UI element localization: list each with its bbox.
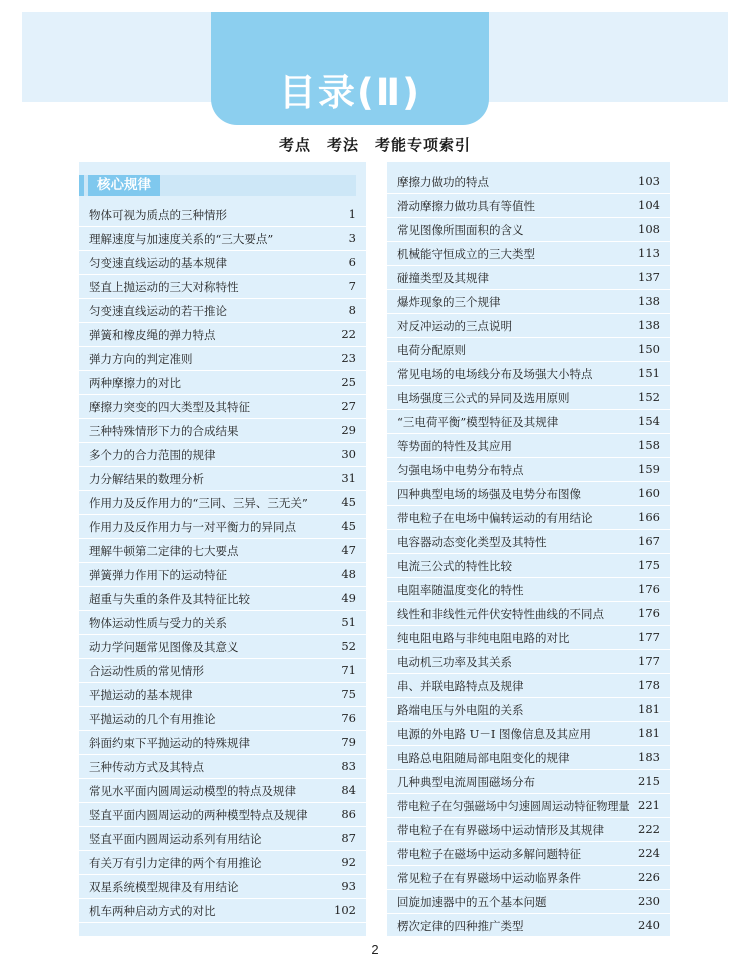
entry-page-number: 6 <box>348 255 356 269</box>
entry-title: 串、并联电路特点及规律 <box>397 679 524 693</box>
entry-title: 带电粒子在电场中偏转运动的有用结论 <box>397 511 593 525</box>
index-entry[interactable] <box>79 827 366 851</box>
entry-page-number: 150 <box>638 342 660 356</box>
index-entry[interactable] <box>79 779 366 803</box>
index-entry[interactable] <box>387 362 670 386</box>
entry-title: 竖直平面内圆周运动的两种模型特点及规律 <box>89 808 308 822</box>
entry-page-number: 226 <box>638 870 660 884</box>
entry-title: 竖直上抛运动的三大对称特性 <box>89 280 239 294</box>
entry-page-number: 178 <box>638 678 660 692</box>
index-entry[interactable] <box>79 251 366 275</box>
entry-title: 滑动摩擦力做功具有等值性 <box>397 199 535 213</box>
entry-title: 弹力方向的判定准则 <box>89 352 193 366</box>
right-entry-list <box>387 170 670 938</box>
entry-title: 斜面约束下平抛运动的特殊规律 <box>89 736 250 750</box>
entry-title: 竖直平面内圆周运动系列有用结论 <box>89 832 262 846</box>
index-entry[interactable] <box>387 626 670 650</box>
entry-title: 理解速度与加速度关系的“三大要点” <box>89 232 274 246</box>
entry-title: 纯电阻电路与非纯电阻电路的对比 <box>397 631 570 645</box>
entry-title: 平抛运动的几个有用推论 <box>89 712 216 726</box>
index-entry[interactable] <box>387 794 670 818</box>
entry-title: 几种典型电流周围磁场分布 <box>397 775 535 789</box>
row-divider <box>387 937 670 938</box>
index-entry[interactable] <box>387 458 670 482</box>
entry-page-number: 83 <box>341 759 356 773</box>
section-header <box>79 175 356 196</box>
index-entry[interactable] <box>79 395 366 419</box>
entry-page-number: 71 <box>341 663 356 677</box>
index-entry[interactable] <box>79 635 366 659</box>
entry-page-number: 181 <box>638 726 660 740</box>
index-entry[interactable] <box>387 650 670 674</box>
index-entry[interactable] <box>387 266 670 290</box>
entry-page-number: 86 <box>341 807 356 821</box>
entry-page-number: 23 <box>341 351 356 365</box>
entry-page-number: 27 <box>341 399 356 413</box>
entry-page-number: 224 <box>638 846 660 860</box>
page-title: 目录(Ⅱ) <box>278 71 422 114</box>
entry-page-number: 138 <box>638 318 660 332</box>
entry-title: 弹簧和橡皮绳的弹力特点 <box>89 328 216 342</box>
entry-title: 力分解结果的数理分析 <box>89 472 204 486</box>
entry-title: 双星系统模型规律及有用结论 <box>89 880 239 894</box>
entry-page-number: 222 <box>638 822 660 836</box>
entry-title: 两种摩擦力的对比 <box>89 376 181 390</box>
entry-page-number: 104 <box>638 198 660 212</box>
entry-page-number: 137 <box>638 270 660 284</box>
entry-page-number: 87 <box>341 831 356 845</box>
entry-title: 带电粒子在匀强磁场中匀速圆周运动特征物理量 <box>397 799 630 813</box>
entry-page-number: 51 <box>341 615 356 629</box>
index-entry[interactable] <box>79 203 366 227</box>
entry-title: 作用力及反作用力与一对平衡力的异同点 <box>89 520 296 534</box>
entry-title: 物体可视为质点的三种情形 <box>89 208 227 222</box>
section-label: 核心规律 <box>88 175 160 196</box>
entry-page-number: 230 <box>638 894 660 908</box>
index-entry[interactable] <box>387 578 670 602</box>
entry-page-number: 159 <box>638 462 660 476</box>
index-entry[interactable] <box>387 314 670 338</box>
index-entry[interactable] <box>387 890 670 914</box>
entry-title: 四种典型电场的场强及电势分布图像 <box>397 487 581 501</box>
entry-page-number: 181 <box>638 702 660 716</box>
index-entry[interactable] <box>387 698 670 722</box>
entry-title: 合运动性质的常见情形 <box>89 664 204 678</box>
index-entry[interactable] <box>387 842 670 866</box>
entry-title: 电流三公式的特性比较 <box>397 559 512 573</box>
entry-page-number: 151 <box>638 366 660 380</box>
index-entry[interactable] <box>79 467 366 491</box>
entry-title: 机车两种启动方式的对比 <box>89 904 216 918</box>
entry-title: 电容器动态变化类型及其特性 <box>397 535 547 549</box>
index-entry[interactable] <box>79 899 366 923</box>
index-entry[interactable] <box>387 482 670 506</box>
entry-page-number: 177 <box>638 654 660 668</box>
index-entry[interactable] <box>79 851 366 875</box>
index-entry[interactable] <box>79 563 366 587</box>
entry-title: 常见水平面内圆周运动模型的特点及规律 <box>89 784 296 798</box>
index-entry[interactable] <box>387 242 670 266</box>
entry-title: 碰撞类型及其规律 <box>397 271 489 285</box>
entry-title: 有关万有引力定律的两个有用推论 <box>89 856 262 870</box>
entry-page-number: 52 <box>341 639 356 653</box>
entry-page-number: 48 <box>341 567 356 581</box>
page-number: 2 <box>371 942 379 957</box>
index-entry[interactable] <box>387 530 670 554</box>
entry-title: 电场强度三公式的异同及选用原则 <box>397 391 570 405</box>
entry-page-number: 8 <box>348 303 356 317</box>
entry-page-number: 158 <box>638 438 660 452</box>
entry-page-number: 84 <box>341 783 356 797</box>
entry-title: 物体运动性质与受力的关系 <box>89 616 227 630</box>
entry-title: 楞次定律的四种推广类型 <box>397 919 524 933</box>
index-entry[interactable] <box>387 218 670 242</box>
entry-title: 动力学问题常见图像及其意义 <box>89 640 239 654</box>
index-entry[interactable] <box>79 875 366 899</box>
index-entry[interactable] <box>79 299 366 323</box>
page-subtitle: 考点 考法 考能专项索引 <box>278 136 471 154</box>
entry-page-number: 177 <box>638 630 660 644</box>
entry-title: 爆炸现象的三个规律 <box>397 295 501 309</box>
index-entry[interactable] <box>387 554 670 578</box>
entry-page-number: 30 <box>341 447 356 461</box>
index-entry[interactable] <box>79 755 366 779</box>
index-entry[interactable] <box>387 170 670 194</box>
entry-page-number: 31 <box>341 471 356 485</box>
index-entry[interactable] <box>387 914 670 938</box>
entry-page-number: 152 <box>638 390 660 404</box>
entry-page-number: 108 <box>638 222 660 236</box>
entry-title: 多个力的合力范围的规律 <box>89 448 216 462</box>
entry-page-number: 240 <box>638 918 660 932</box>
index-entry[interactable] <box>79 347 366 371</box>
entry-page-number: 175 <box>638 558 660 572</box>
entry-page-number: 25 <box>341 375 356 389</box>
entry-title: 三种特殊情形下力的合成结果 <box>89 424 239 438</box>
entry-title: 常见粒子在有界磁场中运动临界条件 <box>397 871 581 885</box>
entry-title: 回旋加速器中的五个基本问题 <box>397 895 547 909</box>
entry-page-number: 1 <box>348 207 356 221</box>
entry-title: “三电荷平衡”模型特征及其规律 <box>397 415 559 429</box>
index-entry[interactable] <box>79 323 366 347</box>
index-entry[interactable] <box>79 419 366 443</box>
index-entry[interactable] <box>79 683 366 707</box>
entry-title: 常见图像所围面积的含义 <box>397 223 524 237</box>
entry-title: 摩擦力突变的四大类型及其特征 <box>89 400 250 414</box>
entry-title: 匀强电场中电势分布特点 <box>397 463 524 477</box>
entry-title: 匀变速直线运动的基本规律 <box>89 256 227 270</box>
index-entry[interactable] <box>387 674 670 698</box>
entry-title: 超重与失重的条件及其特征比较 <box>89 592 250 606</box>
index-entry[interactable] <box>387 602 670 626</box>
index-entry[interactable] <box>79 491 366 515</box>
entry-title: 摩擦力做功的特点 <box>397 175 489 189</box>
entry-page-number: 102 <box>334 903 356 917</box>
index-entry[interactable] <box>387 770 670 794</box>
index-entry[interactable] <box>387 818 670 842</box>
index-entry[interactable] <box>387 386 670 410</box>
entry-page-number: 167 <box>638 534 660 548</box>
index-entry[interactable] <box>79 443 366 467</box>
index-entry[interactable] <box>387 746 670 770</box>
row-divider <box>79 922 366 923</box>
index-entry[interactable] <box>387 290 670 314</box>
index-entry[interactable] <box>79 227 366 251</box>
index-entry[interactable] <box>79 659 366 683</box>
entry-title: 带电粒子在有界磁场中运动情形及其规律 <box>397 823 604 837</box>
index-entry[interactable] <box>79 587 366 611</box>
entry-title: 等势面的特性及其应用 <box>397 439 512 453</box>
entry-page-number: 176 <box>638 606 660 620</box>
entry-page-number: 176 <box>638 582 660 596</box>
entry-page-number: 160 <box>638 486 660 500</box>
entry-page-number: 45 <box>341 519 356 533</box>
entry-page-number: 22 <box>341 327 356 341</box>
entry-page-number: 92 <box>341 855 356 869</box>
entry-title: 线性和非线性元件伏安特性曲线的不同点 <box>397 607 604 621</box>
entry-page-number: 29 <box>341 423 356 437</box>
index-entry[interactable] <box>387 410 670 434</box>
entry-title: 作用力及反作用力的“三同、三异、三无关” <box>89 496 308 510</box>
left-index-column <box>79 162 366 936</box>
entry-page-number: 93 <box>341 879 356 893</box>
index-entry[interactable] <box>79 731 366 755</box>
entry-title: 常见电场的电场线分布及场强大小特点 <box>397 367 593 381</box>
entry-page-number: 183 <box>638 750 660 764</box>
index-entry[interactable] <box>387 338 670 362</box>
entry-title: 平抛运动的基本规律 <box>89 688 193 702</box>
entry-page-number: 7 <box>348 279 356 293</box>
entry-title: 路端电压与外电阻的关系 <box>397 703 524 717</box>
right-index-column <box>387 162 670 936</box>
index-entry[interactable] <box>79 611 366 635</box>
entry-page-number: 113 <box>638 246 660 260</box>
entry-page-number: 76 <box>341 711 356 725</box>
index-entry[interactable] <box>79 275 366 299</box>
entry-page-number: 138 <box>638 294 660 308</box>
entry-title: 带电粒子在磁场中运动多解问题特征 <box>397 847 581 861</box>
index-entry[interactable] <box>387 506 670 530</box>
entry-page-number: 49 <box>341 591 356 605</box>
index-entry[interactable] <box>387 722 670 746</box>
entry-title: 电路总电阻随局部电阻变化的规律 <box>397 751 570 765</box>
entry-page-number: 45 <box>341 495 356 509</box>
entry-page-number: 75 <box>341 687 356 701</box>
entry-page-number: 79 <box>341 735 356 749</box>
entry-page-number: 166 <box>638 510 660 524</box>
entry-title: 电荷分配原则 <box>397 343 466 357</box>
entry-title: 弹簧弹力作用下的运动特征 <box>89 568 227 582</box>
left-entry-list <box>79 203 366 923</box>
index-entry[interactable] <box>79 515 366 539</box>
entry-title: 电动机三功率及其关系 <box>397 655 512 669</box>
entry-title: 机械能守恒成立的三大类型 <box>397 247 535 261</box>
index-entry[interactable] <box>387 194 670 218</box>
entry-page-number: 221 <box>638 798 660 812</box>
index-entry[interactable] <box>387 866 670 890</box>
entry-title: 对反冲运动的三点说明 <box>397 319 512 333</box>
index-entry[interactable] <box>79 371 366 395</box>
entry-page-number: 3 <box>348 231 356 245</box>
entry-title: 电阻率随温度变化的特性 <box>397 583 524 597</box>
entry-title: 理解牛顿第二定律的七大要点 <box>89 544 239 558</box>
index-entry[interactable] <box>79 707 366 731</box>
entry-title: 电源的外电路 U－I 图像信息及其应用 <box>397 727 592 741</box>
entry-title: 三种传动方式及其特点 <box>89 760 204 774</box>
entry-page-number: 215 <box>638 774 660 788</box>
entry-page-number: 47 <box>341 543 356 557</box>
entry-page-number: 154 <box>638 414 660 428</box>
index-entry[interactable] <box>79 539 366 563</box>
entry-title: 匀变速直线运动的若干推论 <box>89 304 227 318</box>
index-entry[interactable] <box>387 434 670 458</box>
entry-page-number: 103 <box>638 174 660 188</box>
index-entry[interactable] <box>79 803 366 827</box>
